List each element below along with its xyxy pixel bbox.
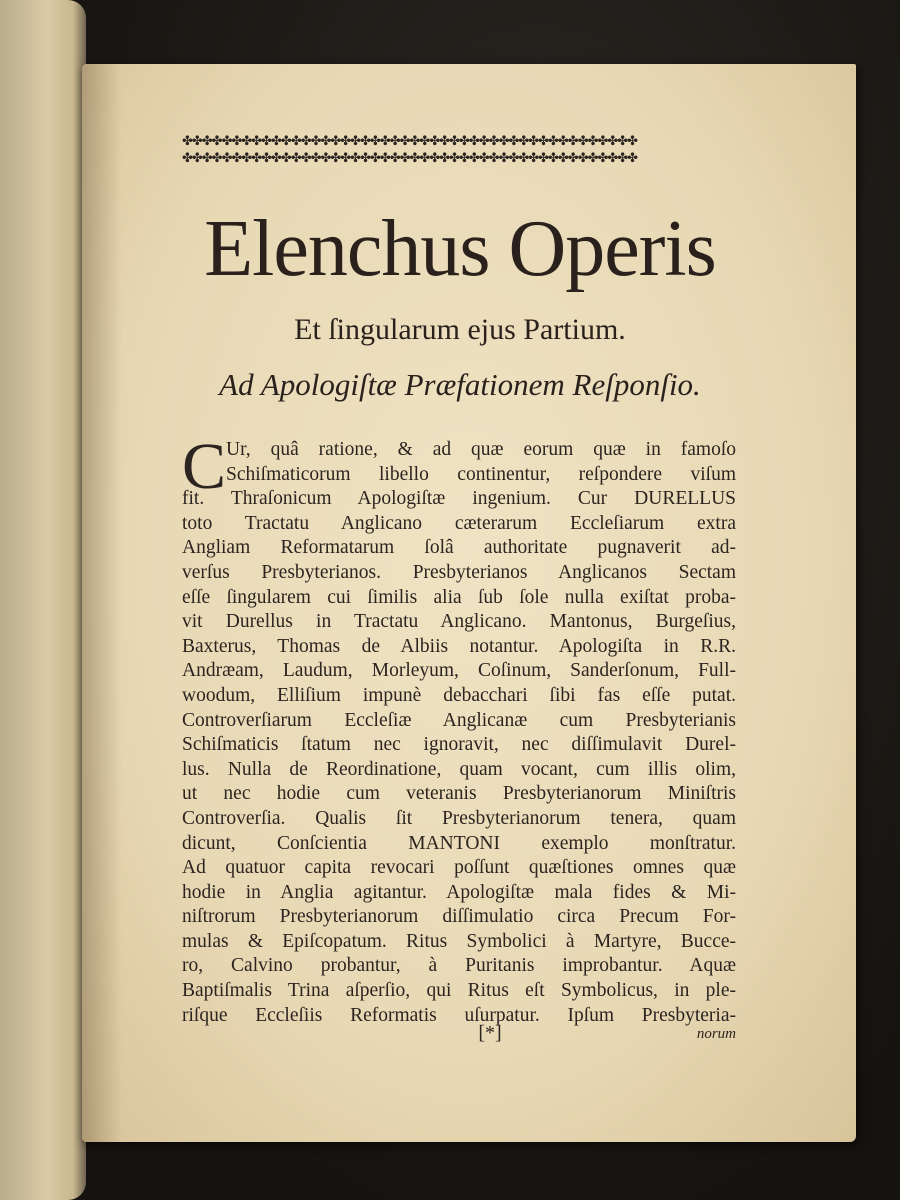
text-line: fit. Thraſonicum Apologiſtæ ingenium. Cur DURELLUS	[182, 488, 736, 510]
ornament-row: ✤✤✤✤✤✤✤✤✤✤✤✤✤✤✤✤✤✤✤✤✤✤✤✤✤✤✤✤✤✤✤✤✤✤✤✤✤✤✤✤✤✤✤✤✤✤	[182, 151, 638, 166]
text-line: Controverſiarum Eccleſiæ Anglicanæ cum Presbyterianis	[182, 709, 736, 731]
text-line: Baxterus, Thomas de Albiis notantur. Apologiſta in R.R.	[182, 635, 736, 657]
catchword: norum	[696, 1026, 736, 1042]
section-heading: Ad Apologiſtæ Præfationem Reſponſio.	[219, 367, 701, 402]
text-line: woodum, Elliſium impunè debacchari ſibi fas eſſe putat.	[182, 684, 736, 706]
page-title: Elenchus Operis	[204, 205, 716, 293]
book-page	[82, 64, 856, 1142]
text-line: Schiſmaticis ſtatum nec ignoravit, nec diſſimulavit Durel-	[182, 734, 736, 756]
signature-mark: [*]	[478, 1022, 502, 1044]
text-line: verſus Presbyterianos. Presbyterianos Anglicanos Sectam	[182, 561, 736, 583]
text-line: ut nec hodie cum veteranis Presbyterianorum Miniſtris	[182, 783, 736, 805]
text-line: Andræam, Laudum, Morleyum, Coſinum, Sanderſonum, Full-	[182, 660, 736, 682]
text-line: Ad quatuor capita revocari poſſunt quæſtiones omnes quæ	[182, 857, 736, 879]
text-line: ro, Calvino probantur, à Puritanis improbantur. Aquæ	[182, 955, 736, 977]
text-line: eſſe ſingularem cui ſimilis alia ſub ſole nulla exiſtat proba-	[182, 586, 736, 608]
text-line: lus. Nulla de Reordinatione, quam vocant, cum illis olim,	[182, 758, 736, 780]
text-line: Ur, quâ ratione, & ad quæ eorum quæ in famoſo	[226, 439, 736, 460]
text-line: toto Tractatu Anglicano cæterarum Eccleſiarum extra	[182, 512, 736, 534]
ornamental-border	[182, 134, 738, 168]
facing-page-edge	[0, 0, 86, 1200]
text-line: hodie in Anglia agitantur. Apologiſtæ mala fides & Mi-	[182, 881, 736, 903]
text-line: Controverſia. Qualis ſit Presbyterianorum tenera, quam	[182, 807, 736, 829]
text-line: Schiſmaticorum libello continentur, reſpondere viſum	[226, 463, 736, 485]
text-line: vit Durellus in Tractatu Anglicano. Mantonus, Burgeſius,	[182, 611, 736, 633]
text-line: mulas & Epiſcopatum. Ritus Symbolici à Martyre, Bucce-	[182, 930, 736, 952]
page-subtitle: Et ſingularum ejus Partium.	[294, 313, 626, 346]
text-line: dicunt, Conſcientia MANTONI exemplo monſtratur.	[182, 832, 736, 854]
ornament-row: ✤✤✤✤✤✤✤✤✤✤✤✤✤✤✤✤✤✤✤✤✤✤✤✤✤✤✤✤✤✤✤✤✤✤✤✤✤✤✤✤✤✤✤✤✤✤	[182, 134, 638, 149]
body-text	[182, 430, 736, 1028]
drop-cap: C	[182, 430, 227, 503]
text-line: riſque Eccleſiis Reformatis uſurpatur. Ipſum Presbyteria-	[182, 1004, 736, 1026]
text-line: Angliam Reformatarum ſolâ authoritate pugnaverit ad-	[182, 537, 736, 559]
text-line: Baptiſmalis Trina aſperſio, qui Ritus eſt Symbolicus, in ple-	[182, 980, 736, 1002]
text-line: niſtrorum Presbyterianorum diſſimulatio circa Precum For-	[182, 906, 736, 928]
